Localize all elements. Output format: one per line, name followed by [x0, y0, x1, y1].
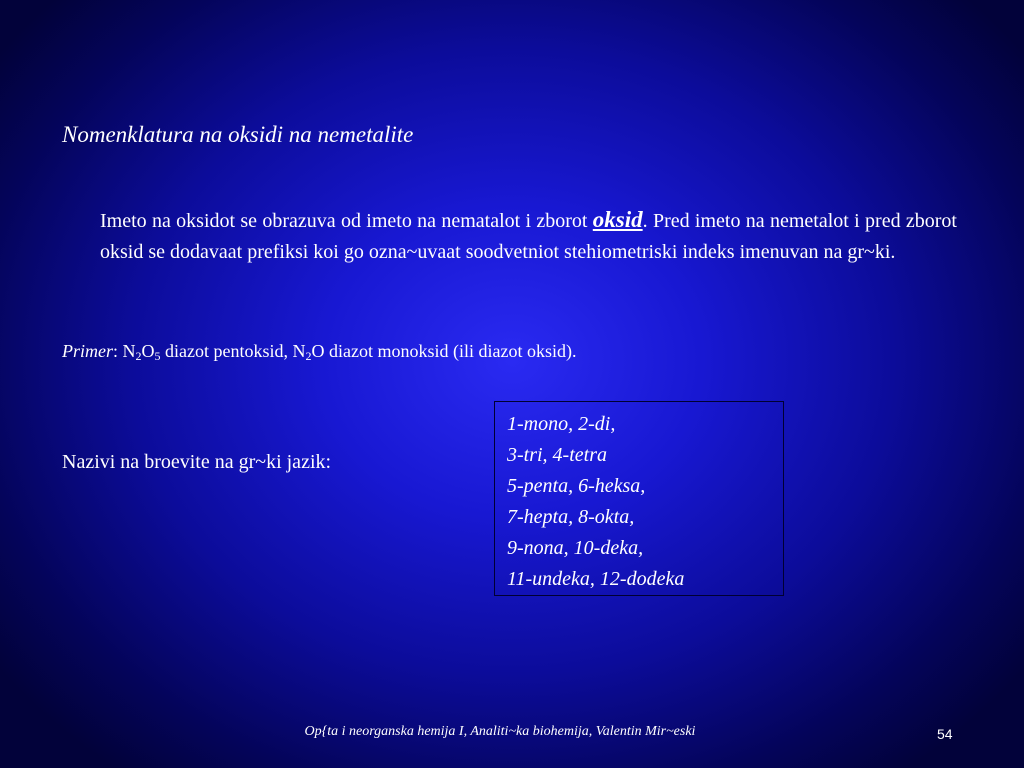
prefix-line: 11-undeka, 12-dodeka — [507, 568, 685, 590]
greek-numbers-label: Nazivi na broevite na gr~ki jazik: — [62, 451, 332, 473]
example-colon: : — [113, 341, 123, 361]
formula-1-n-sub: 2 — [135, 349, 142, 363]
prefix-line: 1-mono, 2-di, — [507, 413, 616, 435]
example-line — [62, 341, 576, 362]
paragraph-text-after: . Pred imeto na nemetalot i pred zborot oksid se dodavaat prefiksi koi go ozna~uvaat soodvetniot stehiometriski indeks imenuvan na gr~ki. — [100, 210, 957, 263]
formula-1-n: N — [122, 341, 136, 361]
formula-2-n-sub: 2 — [305, 349, 312, 363]
formula-1-o: O — [141, 341, 155, 361]
formula-2-o: O — [311, 341, 325, 361]
page-number: 54 — [937, 726, 953, 742]
keyword-oksid: oksid — [592, 207, 643, 232]
slide-title: Nomenklatura na oksidi na nemetalite — [62, 122, 414, 147]
example-name-1: diazot pentoksid, — [160, 341, 293, 361]
formula-1-o-sub: 5 — [154, 349, 161, 363]
footer-text: Op{ta i neorganska hemija I, Analiti~ka biohemija, Valentin Mir~eski — [304, 724, 696, 739]
prefix-line: 3-tri, 4-tetra — [507, 444, 607, 466]
prefix-line: 7-hepta, 8-okta, — [507, 506, 635, 528]
prefix-list-box — [494, 401, 784, 596]
prefix-line: 5-penta, 6-heksa, — [507, 475, 646, 497]
body-paragraph — [100, 204, 957, 268]
example-name-2: diazot monoksid (ili diazot oksid). — [324, 341, 577, 361]
paragraph-text-before: Imeto na oksidot se obrazuva od imeto na nematalot i zborot — [100, 210, 593, 232]
example-label: Primer — [62, 341, 113, 361]
prefix-line: 9-nona, 10-deka, — [507, 537, 644, 559]
formula-2-n: N — [292, 341, 306, 361]
